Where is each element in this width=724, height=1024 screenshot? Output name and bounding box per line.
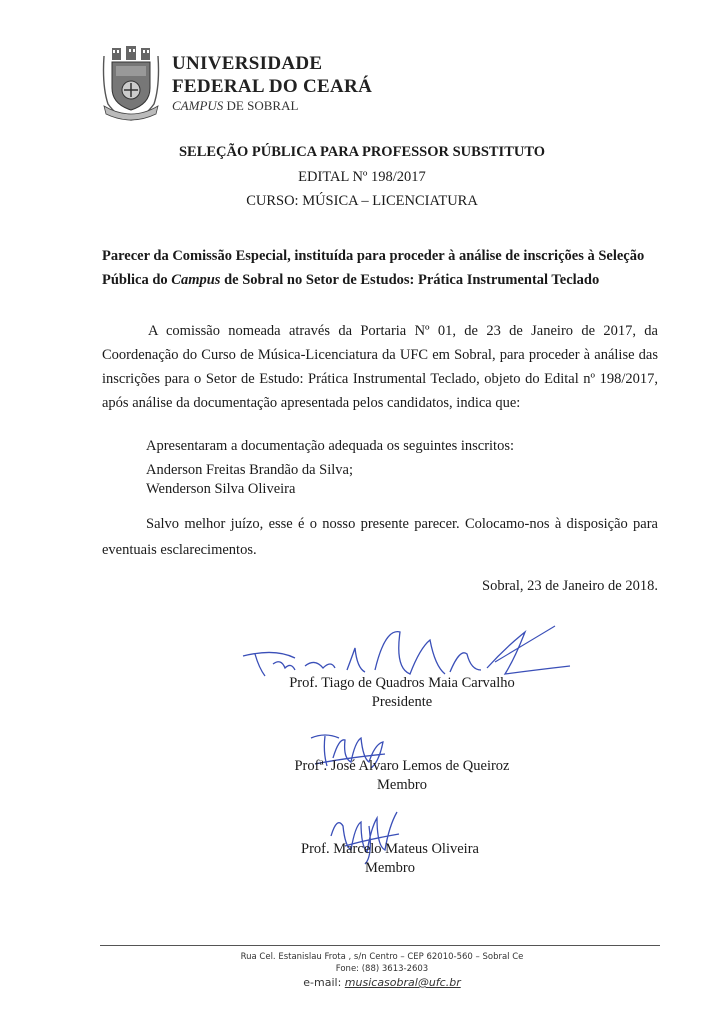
signatory-2 [40, 757, 724, 795]
university-name-line1: UNIVERSIDADE [172, 53, 323, 74]
signatory-3-name: Prof. Marcelo Mateus Oliveira [301, 841, 479, 857]
campus-rest: DE SOBRAL [223, 98, 299, 113]
footer-divider [100, 945, 660, 946]
signatory-2-role: Membro [377, 777, 427, 793]
parecer-heading [102, 244, 658, 292]
candidates-intro: Apresentaram a documentação adequada os seguintes inscritos: [146, 438, 515, 454]
signatory-3 [28, 840, 724, 878]
campus-italic: CAMPUS [172, 98, 224, 113]
parecer-campus-word: Campus [171, 272, 221, 288]
footer-email-label: e-mail: [303, 976, 345, 989]
candidate-item: Wenderson Silva Oliveira [146, 481, 296, 497]
candidates-block [146, 437, 514, 499]
course-name: CURSO: MÚSICA – LICENCIATURA [246, 193, 478, 209]
university-crest-icon [100, 46, 162, 122]
signatory-2-name: Profª. José Alvaro Lemos de Queiroz [294, 758, 510, 774]
signatory-1 [40, 674, 724, 712]
body-paragraph-1: A comissão nomeada através da Portaria Nº 01, de 23 de Janeiro de 2017, da Coordenação do Curso de Música-Licenciatura da UFC em Sobral, para proceder à análise das inscrições para o Setor de Estudo: Prática Instrumental Teclado, objeto do Edital nº 198/2017, após análise da documentação apresentada pelos candidatos, indica que: [102, 323, 658, 411]
body-paragraph-2: Salvo melhor juízo, esse é o nosso presente parecer. Colocamo-nos à disposição para eventuais esclarecimentos. [102, 516, 658, 558]
footer-address: Rua Cel. Estanislau Frota , s/n Centro – CEP 62010-560 – Sobral Ce [240, 952, 524, 962]
signatory-3-role: Membro [365, 860, 415, 876]
university-name-line2: FEDERAL DO CEARÁ [172, 76, 373, 97]
signatory-1-name: Prof. Tiago de Quadros Maia Carvalho [289, 675, 515, 691]
signatory-1-role: Presidente [371, 694, 433, 710]
candidate-item: Anderson Freitas Brandão da Silva; [146, 462, 353, 478]
parecer-text-part1: Parecer da Comissão Especial, instituída para proceder à análise de inscrições à Seleção Pública do [102, 248, 645, 288]
footer-email [20, 976, 724, 989]
campus-name [172, 98, 298, 114]
footer-email-link[interactable]: musicasobral@ufc.br [344, 976, 461, 989]
edital-number: EDITAL Nº 198/2017 [298, 169, 426, 185]
document-date: Sobral, 23 de Janeiro de 2018. [482, 578, 658, 594]
parecer-text-part2: de Sobral no Setor de Estudos: Prática Instrumental Teclado [220, 272, 600, 288]
footer-phone: Fone: (88) 3613-2603 [335, 964, 429, 974]
university-name [172, 52, 372, 98]
selection-title: SELEÇÃO PÚBLICA PARA PROFESSOR SUBSTITUTO [178, 144, 546, 160]
